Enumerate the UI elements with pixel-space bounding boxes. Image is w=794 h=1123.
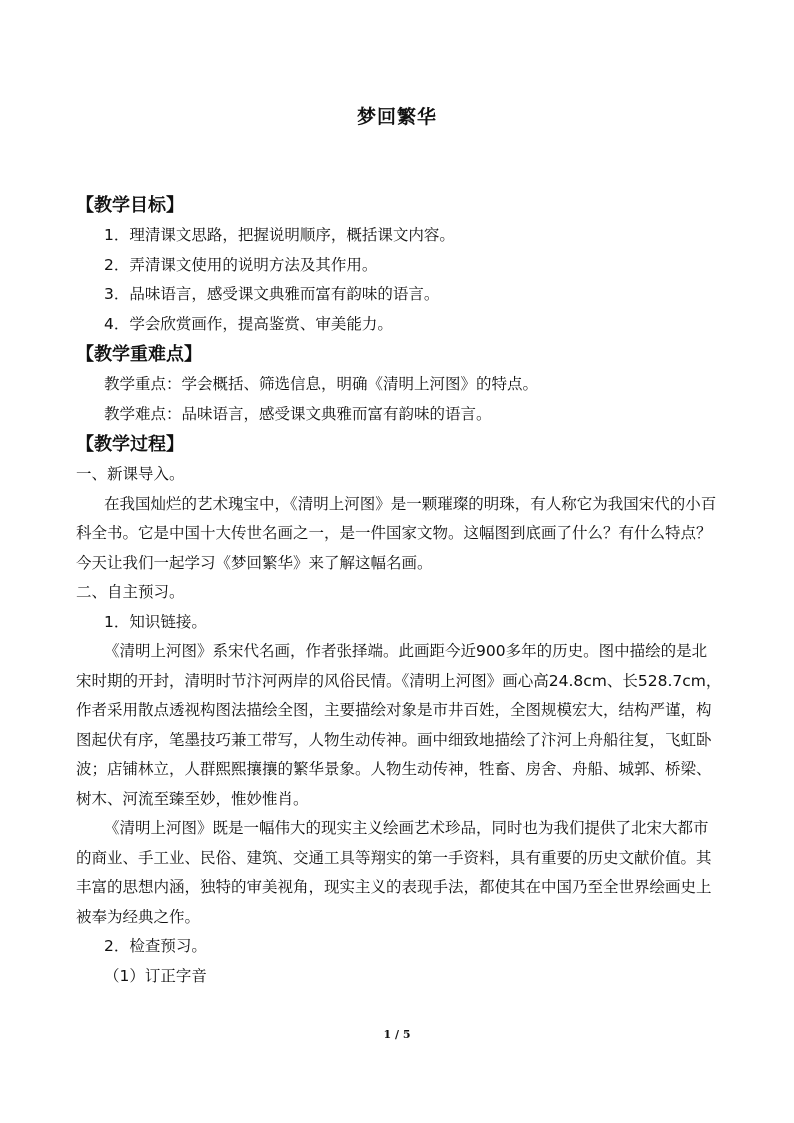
part2-title: 二、自主预习。 [76, 583, 185, 601]
heading-keypoints: 【教学重难点】 [76, 344, 202, 365]
sub1-para1: 《清明上河图》系宋代名画，作者张择端。此画距今近900多年的历史。图中描绘的是北宋时期的开封，清明时节汴河两岸的风俗民情。《清明上河图》画心高24.8cm、长528.7cm，作者采用散点透视构图法描绘全图，主要描绘对象是市井百姓，全图规模宏大，结构严谨，构图起伏有序，笔墨技巧兼工带写，人物生动传神。画中细致地描绘了汴河上舟船往复，飞虹卧波；店铺林立，人群熙熙攘攘的繁华景象。人物生动传神，牲畜、房舍、舟船、城郭、桥梁、树木、河流至臻至妙，惟妙惟肖。 [76, 642, 722, 808]
sub1-title: 1．知识链接。 [104, 612, 207, 631]
sub1-para2: 《清明上河图》既是一幅伟大的现实主义绘画艺术珍品，同时也为我们提供了北宋大都市的商业、手工业、民俗、建筑、交通工具等翔实的第一手资料，具有重要的历史文献价值。其丰富的思想内涵，独特的审美视角，现实主义的表现手法，都使其在中国乃至全世界绘画史上被奉为经典之作。 [76, 819, 712, 926]
keypoint-difficulty: 教学难点：品味语言，感受课文典雅而富有韵味的语言。 [104, 404, 492, 423]
heading-process: 【教学过程】 [76, 434, 184, 455]
part1-text: 在我国灿烂的艺术瑰宝中，《清明上河图》是一颗璀璨的明珠，有人称它为我国宋代的小百科全书。它是中国十大传世名画之一，是一件国家文物。这幅图到底画了什么？有什么特点？今天让我们一起学习《梦回繁华》来了解这幅名画。 [76, 494, 717, 572]
goal-item-1: 1．理清课文思路，把握说明顺序，概括课文内容。 [104, 226, 455, 244]
goal-item-4: 4．学会欣赏画作，提高鉴赏、审美能力。 [104, 314, 393, 333]
heading-goals: 【教学目标】 [76, 195, 184, 216]
part1-title: 一、新课导入。 [76, 465, 185, 483]
sub2-title: 2．检查预习。 [104, 937, 207, 955]
goal-item-2: 2．弄清课文使用的说明方法及其作用。 [104, 255, 378, 274]
document-body [76, 190, 722, 991]
keypoint-focus: 教学重点：学会概括、筛选信息，明确《清明上河图》的特点。 [104, 375, 539, 393]
goal-item-3: 3．品味语言，感受课文典雅而富有韵味的语言。 [104, 285, 440, 303]
document-title: 梦回繁华 [356, 106, 437, 128]
page-number: 1 / 5 [383, 1028, 411, 1041]
sub2-item: （1）订正字音 [104, 966, 207, 985]
